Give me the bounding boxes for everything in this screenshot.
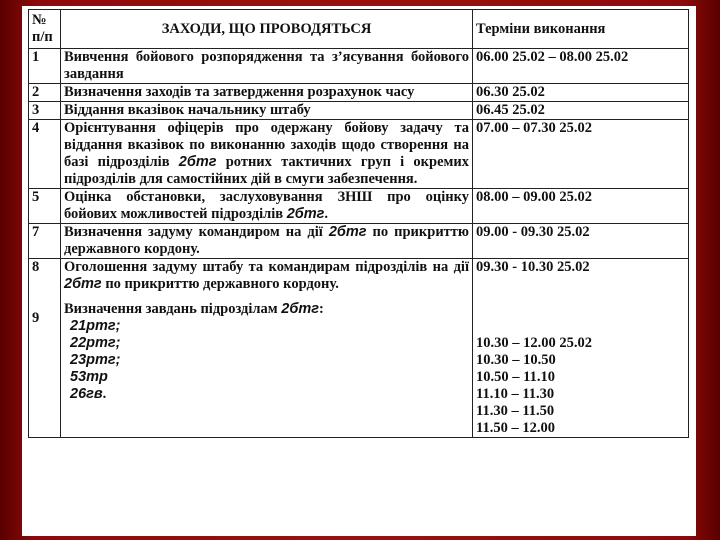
row-deadline: 08.00 – 09.00 25.02 [473,189,689,224]
row-deadline: 06.45 25.02 [473,102,689,120]
row-num [29,259,61,438]
subunit-deadline: 10.30 – 10.50 [476,352,556,368]
table-header-row [29,10,689,49]
subunit-deadline: 11.30 – 11.50 [476,403,555,419]
table-row [29,259,689,438]
row-measure [61,224,473,259]
row-num: 5 [29,189,61,224]
measure-text: . [324,206,329,222]
row-measure [61,259,473,438]
table-row [29,120,689,189]
measure-text: Оголошення задуму штабу та командирам підрозділів на дії [64,259,469,275]
row-measure: Вивчення бойового розпорядження та з’ясування бойового завдання [61,49,473,84]
subunit-item: 26гв. [70,386,107,402]
subunit-deadline: 11.10 – 11.30 [476,386,555,402]
row-deadline: 09.00 - 09.30 25.02 [473,224,689,259]
subunit-item: 21ртг; [70,318,121,334]
table-row [29,84,689,102]
table-row [29,49,689,84]
row-num-8: 8 [32,259,40,275]
subunit-item: 23ртг; [70,352,121,368]
header-deadlines: Терміни виконання [473,10,689,49]
row-measure [61,189,473,224]
measure-text: Орієнтування офіцерів про одержану бойову задачу та віддання вказівок по виконанню заходів щодо створення на базі підрозділів [64,120,469,170]
table-row [29,224,689,259]
measure-text: Визначення завдань підрозділам [64,301,282,317]
deadline-8: 09.30 - 10.30 25.02 [476,259,590,275]
row-num-9: 9 [32,310,40,326]
subunit-deadline: 10.50 – 11.10 [476,369,555,385]
row-measure: Визначення заходів та затвердження розрахунок часу [61,84,473,102]
subunit-deadline: 11.50 – 12.00 [476,420,555,436]
unit-label: 2бтг [178,154,217,170]
subunit-item: 53тр [70,369,108,385]
row-deadline [473,259,689,438]
row-num: 4 [29,120,61,189]
table-row [29,102,689,120]
measures-table [28,9,689,438]
header-measures: ЗАХОДИ, ЩО ПРОВОДЯТЬСЯ [61,10,473,49]
row-num: 1 [29,49,61,84]
measure-text: по прикриттю державного кордону. [101,276,339,292]
measure-text: Оцінка обстановки, заслуховування ЗНШ про оцінку бойових можливостей підрозділів [64,189,469,222]
row-num: 3 [29,102,61,120]
row-measure [61,120,473,189]
deadline-9: 10.30 – 12.00 25.02 [476,335,592,351]
row-deadline: 06.00 25.02 – 08.00 25.02 [473,49,689,84]
row-num: 7 [29,224,61,259]
row-deadline: 06.30 25.02 [473,84,689,102]
subunit-item: 22ртг; [70,335,121,351]
unit-label: 2бтг [281,301,319,317]
header-num: № п/п [29,10,61,49]
measure-text: Визначення задуму командиром на дії [64,224,329,240]
unit-label: 2бтг [328,224,367,240]
unit-label: 2бтг [64,276,102,292]
measure-text: по прикриттю державного кордону. [64,224,469,257]
row-deadline: 07.00 – 07.30 25.02 [473,120,689,189]
row-num: 2 [29,84,61,102]
table-row [29,189,689,224]
row-measure: Віддання вказівок начальнику штабу [61,102,473,120]
slide-sheet [22,6,696,536]
measure-text: ротних тактичних груп і окремих підрозділів для самостійних дій в смуги забезпечення. [64,154,470,187]
measure-text: : [318,301,324,317]
unit-label: 2бтг [286,206,325,222]
